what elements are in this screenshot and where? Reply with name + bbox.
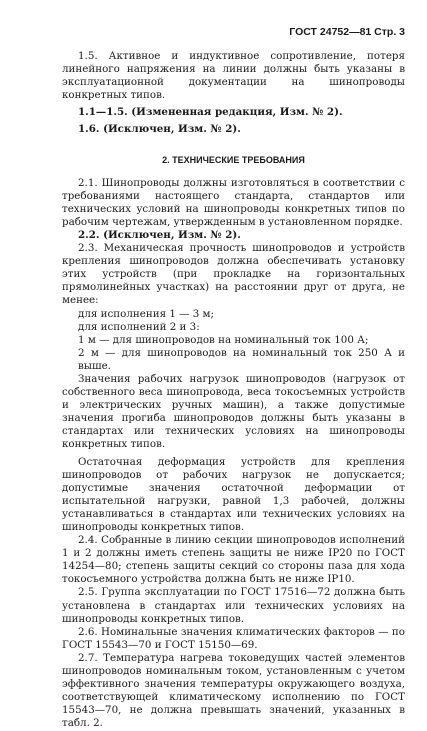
paragraph-2-3-b: для исполнений 2 и 3: <box>78 320 200 333</box>
paragraph-1-1-5-amendment: 1.1—1.5. (Измененная редакция, Изм. № 2). <box>78 106 343 119</box>
paragraph-2-6: 2.6. Номинальные значения климатических факторов — по ГОСТ 15543—70 и ГОСТ 15150—69. <box>62 625 405 651</box>
paragraph-2-3: 2.3. Механическая прочность шинопроводов и устройств крепления шинопроводов должна обеспечивать установку этих устройств (при прокладке на горизонтальных прямолинейных участках) на расстоянии друг от друга, не менее: <box>62 242 405 307</box>
paragraph-2-3-e: Значения рабочих нагрузок шинопроводов (нагрузок от собственного веса шинопровода, веса токосъемных устройств и электрических ручных машин), а также допустимые значения прогиба шинопроводов должны быть указаны в стандартах или технических условиях на шинопроводы конкретных типов. <box>62 372 405 451</box>
section-title: 2. ТЕХНИЧЕСКИЕ ТРЕБОВАНИЯ <box>162 154 305 165</box>
paragraph-1-6: 1.6. (Исключен, Изм. № 2). <box>78 123 241 136</box>
paragraph-2-2: 2.2. (Исключен, Изм. № 2). <box>78 228 241 241</box>
paragraph-2-1: 2.1. Шинопроводы должны изготовляться в соответствии с требованиями настоящего стандарта, стандартов или технических условий на шинопроводы конкретных типов по рабочим чертежам, утвержденным в установленном порядке. <box>62 176 405 228</box>
paragraph-2-3-a: для исполнения 1 — 3 м; <box>78 307 215 320</box>
paragraph-2-7: 2.7. Температура нагрева токоведущих частей элементов шинопроводов номинальным током, установленным с учетом эффективного значения температуры окружающего воздуха, соответствующей климатическому исполнению по ГОСТ 15543—70, не должна превышать значений, указанных в табл. 2. <box>62 651 405 730</box>
paragraph-2-3-c: 1 м — для шинопроводов на номинальный ток 100 А; <box>78 333 369 346</box>
paragraph-2-3-d: 2 м — для шинопроводов на номинальный ток 250 А и выше. <box>78 346 405 372</box>
paragraph-2-5: 2.5. Группа эксплуатации по ГОСТ 17516—72 должна быть установлена в стандартах или технических условиях на шинопроводы конкретных типов. <box>62 586 405 625</box>
paragraph-2-4: 2.4. Собранные в линию секции шинопроводов исполнений 1 и 2 должны иметь степень защиты не ниже IP20 по ГОСТ 14254—80; степень защиты секций со стороны паза для хода токосъемного устройства должна быть не ниже IP10. <box>62 534 405 586</box>
page-header: ГОСТ 24752—81 Стр. 3 <box>289 26 405 38</box>
paragraph-1-5: 1.5. Активное и индуктивное сопротивление, потеря линейного напряжения на линии должны быть указаны в эксплуатационной документации на шинопроводы конкретных типов. <box>62 50 405 102</box>
paragraph-2-3-f: Остаточная деформация устройств для крепления шинопроводов от рабочих нагрузок не допускается; допустимые значения остаточной деформации от испытательной нагрузки, равной 1,3 рабочей, должны устанавливаться в стандартах или технических условиях на шинопроводы конкретных типов. <box>62 455 405 533</box>
